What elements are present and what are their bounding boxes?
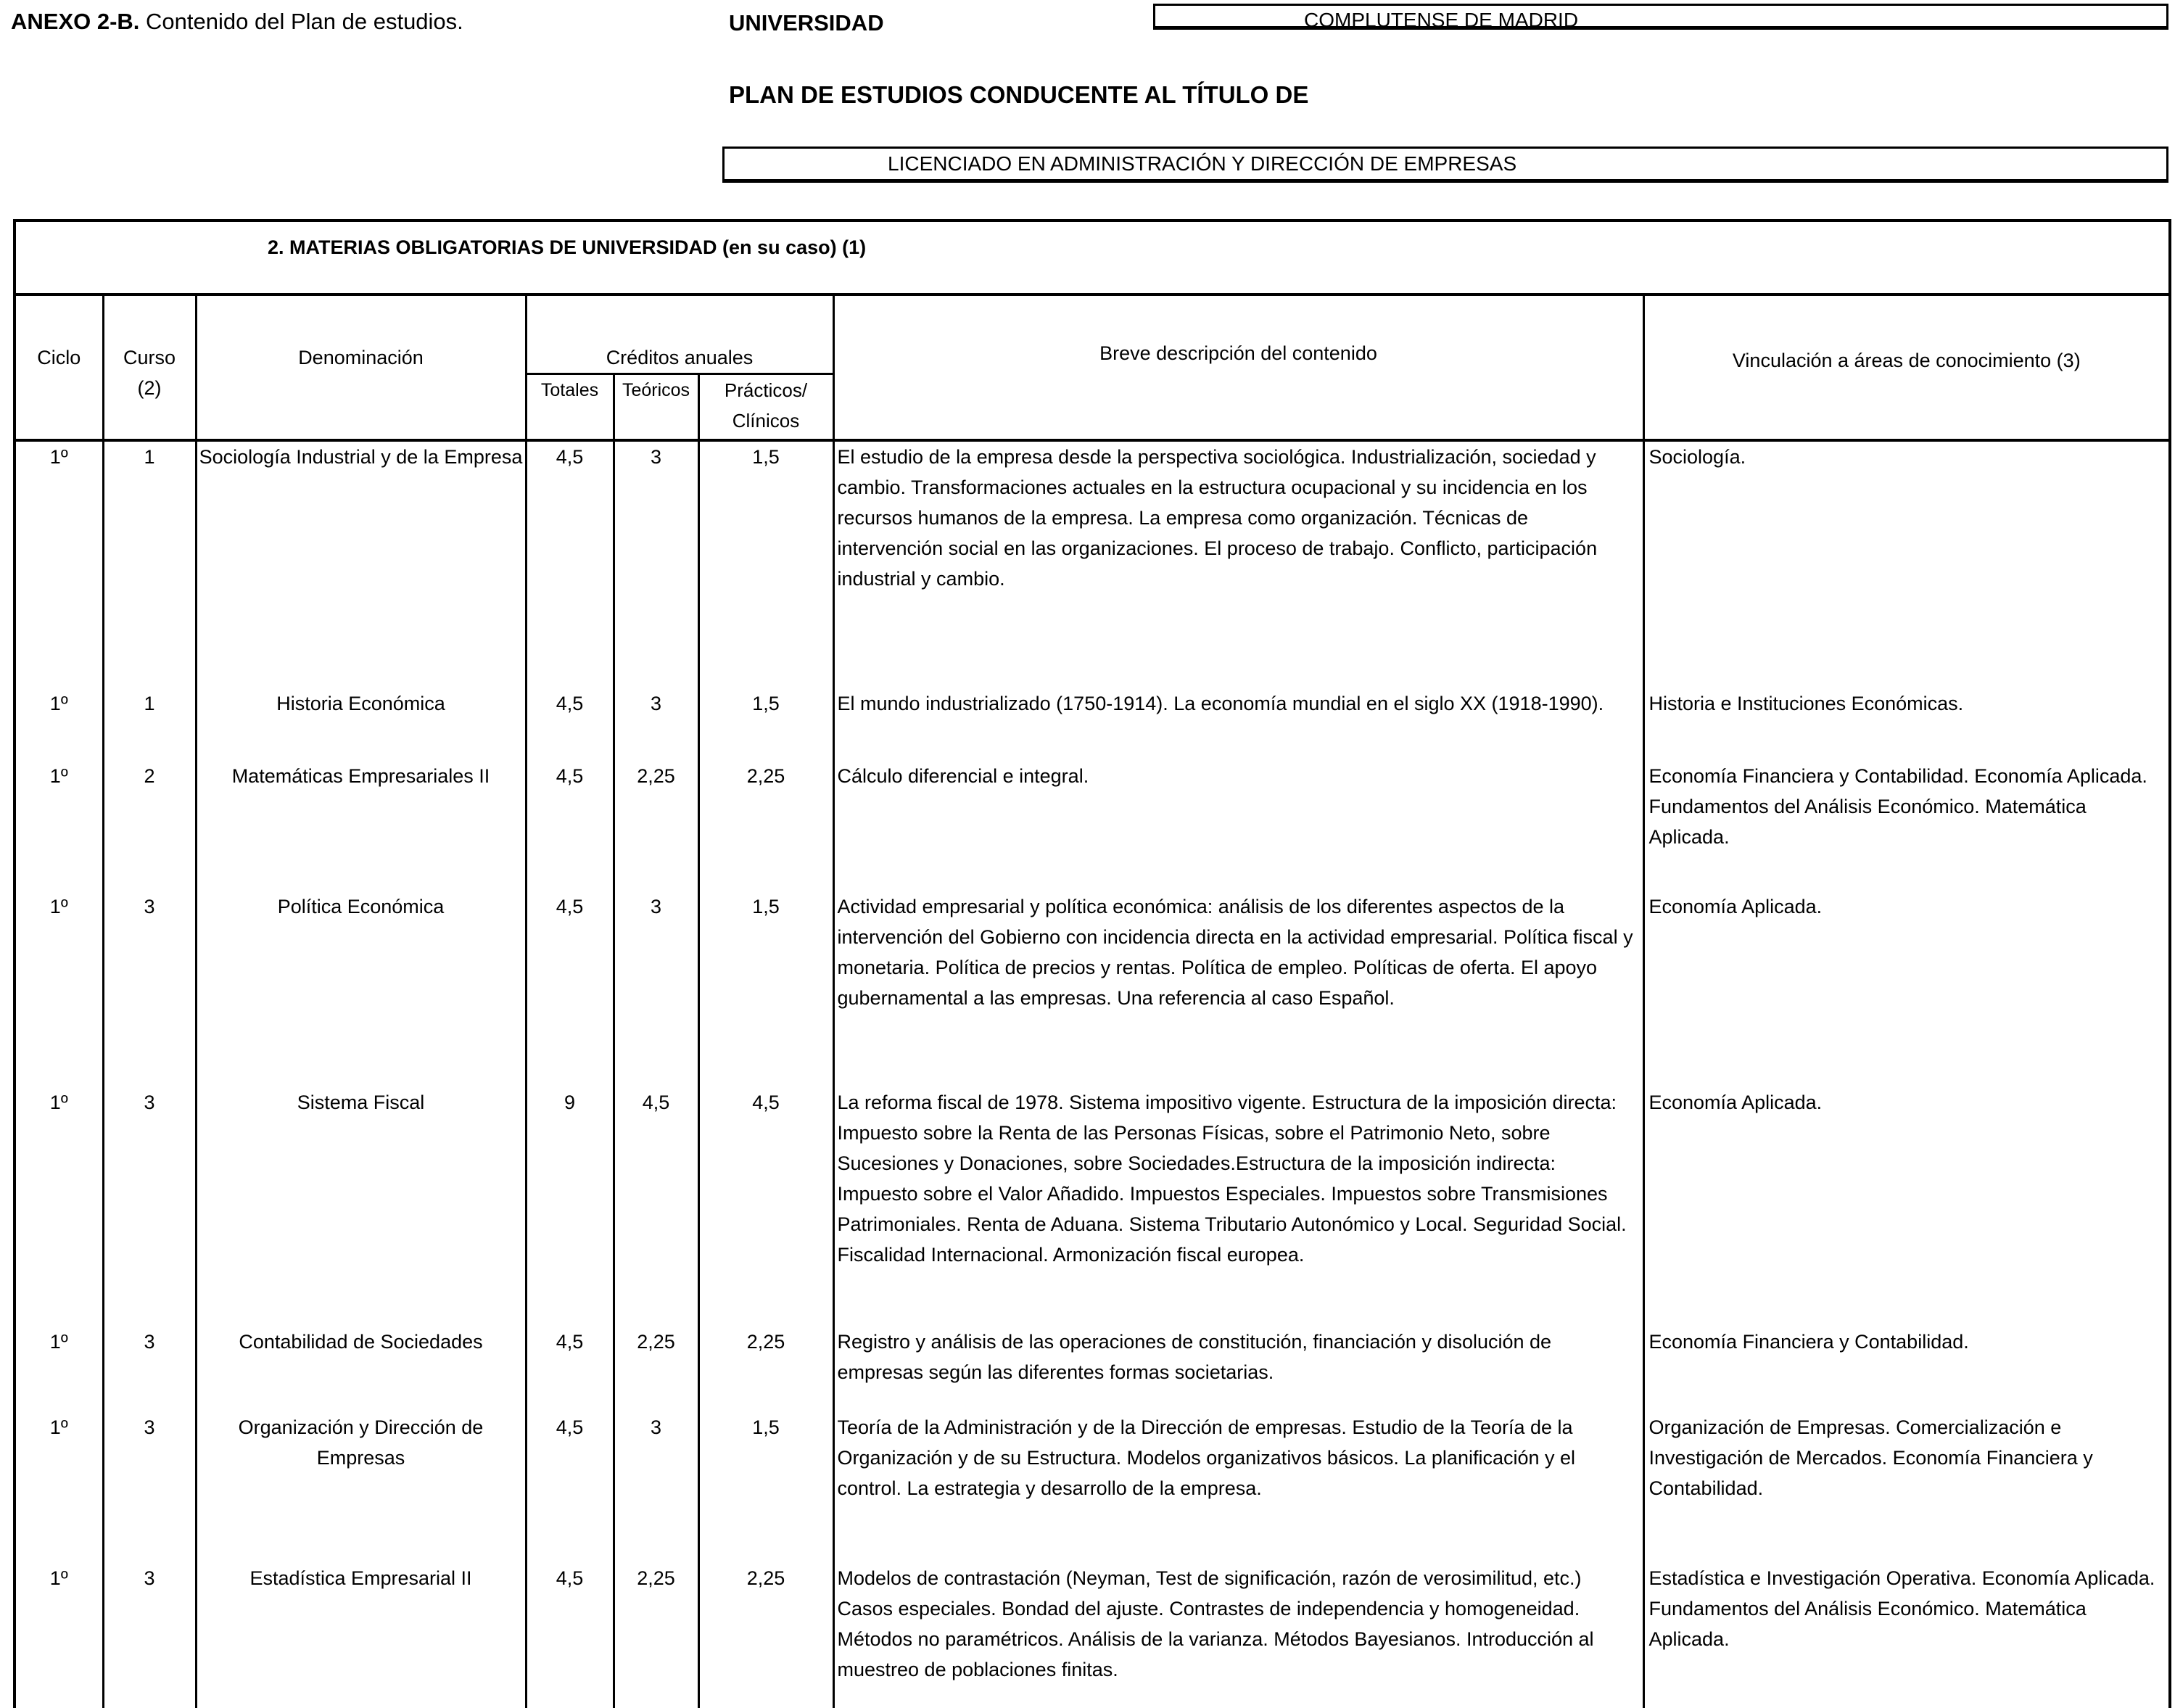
row-ciclo: 1º xyxy=(49,1331,68,1353)
table-row xyxy=(15,761,2170,891)
col-teoricos: Teóricos xyxy=(614,374,698,441)
row-ciclo: 1º xyxy=(49,1416,68,1438)
row-totales: 4,5 xyxy=(526,761,614,891)
row-totales: 4,5 xyxy=(526,1412,614,1563)
row-teoricos: 2,25 xyxy=(614,1327,698,1412)
row-totales: 4,5 xyxy=(526,668,614,761)
table-row xyxy=(15,1087,2170,1327)
row-denominacion: Historia Económica xyxy=(196,668,526,761)
row-vinculacion: Sociología. xyxy=(1643,440,2170,668)
table-row xyxy=(15,1563,2170,1708)
row-vinculacion: Economía Aplicada. xyxy=(1643,891,2170,1087)
university-label: UNIVERSIDAD xyxy=(729,10,884,36)
row-vinculacion: Economía Aplicada. xyxy=(1643,1087,2170,1327)
row-denominacion: Organización y Dirección de Empresas xyxy=(196,1412,526,1563)
col-practicos-line1: Prácticos/ xyxy=(724,379,808,401)
row-curso: 1 xyxy=(103,668,196,761)
row-vinculacion: Historia e Instituciones Económicas. xyxy=(1643,668,2170,761)
row-descripcion: La reforma fiscal de 1978. Sistema impositivo vigente. Estructura de la imposición directa: Impuesto sobre la Renta de las Personas Físicas, sobre el Patrimonio Neto, sobre Sucesiones y Donaciones, sobre Sociedades.Estructura de la imposición indirecta: Impuesto sobre el Valor Añadido. Impuestos Especiales. Impuestos sobre Transmisiones Patrimoniales. Renta de Aduana. Sistema Tributario Autonómico y Local. Seguridad Social. Fiscalidad Internacional. Armonización fiscal europea. xyxy=(833,1087,1643,1327)
row-ciclo: 1º xyxy=(49,765,68,787)
row-practicos: 1,5 xyxy=(698,668,833,761)
table-row xyxy=(15,1412,2170,1563)
row-practicos: 2,25 xyxy=(698,761,833,891)
row-practicos: 1,5 xyxy=(698,891,833,1087)
row-curso: 1 xyxy=(103,440,196,668)
table-row xyxy=(15,440,2170,668)
row-descripcion: Registro y análisis de las operaciones de constitución, financiación y disolución de empresas según las diferentes formas societarias. xyxy=(833,1327,1643,1412)
row-descripcion: Modelos de contrastación (Neyman, Test de significación, razón de verosimilitud, etc.) Casos especiales. Bondad del ajuste. Contrastes de independencia y homogeneidad. Métodos no paramétricos. Análisis de la varianza. Métodos Bayesianos. Introducción al muestreo de poblaciones finitas. xyxy=(833,1563,1643,1708)
row-curso: 3 xyxy=(103,1327,196,1412)
col-denominacion: Denominación xyxy=(196,294,526,440)
row-teoricos: 3 xyxy=(614,440,698,668)
row-practicos: 4,5 xyxy=(698,1087,833,1327)
row-teoricos: 4,5 xyxy=(614,1087,698,1327)
row-ciclo: 1º xyxy=(49,1092,68,1113)
row-denominacion: Sociología Industrial y de la Empresa xyxy=(196,440,526,668)
col-ciclo: Ciclo xyxy=(15,294,103,440)
row-vinculacion: Economía Financiera y Contabilidad. xyxy=(1643,1327,2170,1412)
row-curso: 3 xyxy=(103,1412,196,1563)
annex-title xyxy=(11,9,463,35)
row-teoricos: 3 xyxy=(614,1412,698,1563)
row-denominacion: Contabilidad de Sociedades xyxy=(196,1327,526,1412)
col-curso xyxy=(103,294,196,440)
col-vinculacion: Vinculación a áreas de conocimiento (3) xyxy=(1643,294,2170,440)
university-box xyxy=(1153,4,2168,30)
row-practicos: 1,5 xyxy=(698,1412,833,1563)
row-curso: 3 xyxy=(103,1563,196,1708)
row-denominacion: Sistema Fiscal xyxy=(196,1087,526,1327)
col-creditos: Créditos anuales xyxy=(526,294,833,374)
degree-title-box xyxy=(722,147,2168,183)
annex-label: ANEXO 2-B. xyxy=(11,9,140,34)
row-descripcion: El estudio de la empresa desde la perspectiva sociológica. Industrialización, sociedad y cambio. Transformaciones actuales en la estructura ocupacional y su incidencia en los recursos humanos de la empresa. La empresa como organización. Técnicas de intervención social en las organizaciones. El proceso de trabajo. Conflicto, participación industrial y cambio. xyxy=(833,440,1643,668)
row-ciclo: 1º xyxy=(49,446,68,468)
row-ciclo: 1º xyxy=(49,693,68,714)
row-practicos: 2,25 xyxy=(698,1327,833,1412)
row-ciclo: 1º xyxy=(49,896,68,917)
row-curso: 3 xyxy=(103,1087,196,1327)
col-practicos xyxy=(698,374,833,441)
row-practicos: 1,5 xyxy=(698,440,833,668)
row-descripcion: Actividad empresarial y política económica: análisis de los diferentes aspectos de la intervención del Gobierno con incidencia directa en la actividad empresarial. Política fiscal y monetaria. Política de precios y rentas. Política de empleo. Políticas de oferta. El apoyo gubernamental a las empresas. Una referencia al caso Español. xyxy=(833,891,1643,1087)
col-curso-label: Curso xyxy=(123,347,176,368)
row-teoricos: 2,25 xyxy=(614,761,698,891)
row-teoricos: 3 xyxy=(614,891,698,1087)
row-denominacion: Estadística Empresarial II xyxy=(196,1563,526,1708)
table-row xyxy=(15,1327,2170,1412)
row-teoricos: 3 xyxy=(614,668,698,761)
table-header-row xyxy=(15,294,2170,374)
row-totales: 4,5 xyxy=(526,1563,614,1708)
degree-title-value: LICENCIADO EN ADMINISTRACIÓN Y DIRECCIÓN DE EMPRESAS xyxy=(888,152,1517,175)
row-teoricos: 2,25 xyxy=(614,1563,698,1708)
plan-label: PLAN DE ESTUDIOS CONDUCENTE AL TÍTULO DE xyxy=(729,81,1309,108)
row-descripcion: El mundo industrializado (1750-1914). La economía mundial en el siglo XX (1918-1990). xyxy=(833,668,1643,761)
row-vinculacion: Estadística e Investigación Operativa. Economía Aplicada. Fundamentos del Análisis Económico. Matemática Aplicada. xyxy=(1643,1563,2170,1708)
row-totales: 4,5 xyxy=(526,1327,614,1412)
section-title: 2. MATERIAS OBLIGATORIAS DE UNIVERSIDAD (en su caso) (1) xyxy=(15,220,2170,294)
col-totales: Totales xyxy=(526,374,614,441)
row-curso: 3 xyxy=(103,891,196,1087)
row-totales: 4,5 xyxy=(526,891,614,1087)
col-practicos-line2: Clínicos xyxy=(732,410,800,432)
row-ciclo: 1º xyxy=(49,1567,68,1589)
table-row xyxy=(15,891,2170,1087)
col-curso-note: (2) xyxy=(137,377,162,399)
row-denominacion: Matemáticas Empresariales II xyxy=(196,761,526,891)
row-vinculacion: Economía Financiera y Contabilidad. Economía Aplicada. Fundamentos del Análisis Económico. Matemática Aplicada. xyxy=(1643,761,2170,891)
row-descripcion: Teoría de la Administración y de la Dirección de empresas. Estudio de la Teoría de la Organización y de su Estructura. Modelos organizativos básicos. La planificación y el control. La estrategia y desarrollo de la empresa. xyxy=(833,1412,1643,1563)
subjects-table xyxy=(13,219,2171,1708)
row-totales: 9 xyxy=(526,1087,614,1327)
row-practicos: 2,25 xyxy=(698,1563,833,1708)
row-vinculacion: Organización de Empresas. Comercialización e Investigación de Mercados. Economía Financiera y Contabilidad. xyxy=(1643,1412,2170,1563)
table-row xyxy=(15,668,2170,761)
university-value: COMPLUTENSE DE MADRID xyxy=(1304,9,1579,31)
row-totales: 4,5 xyxy=(526,440,614,668)
col-descripcion: Breve descripción del contenido xyxy=(833,294,1643,440)
annex-subtitle: Contenido del Plan de estudios. xyxy=(139,9,463,34)
row-descripcion: Cálculo diferencial e integral. xyxy=(833,761,1643,891)
row-curso: 2 xyxy=(103,761,196,891)
row-denominacion: Política Económica xyxy=(196,891,526,1087)
